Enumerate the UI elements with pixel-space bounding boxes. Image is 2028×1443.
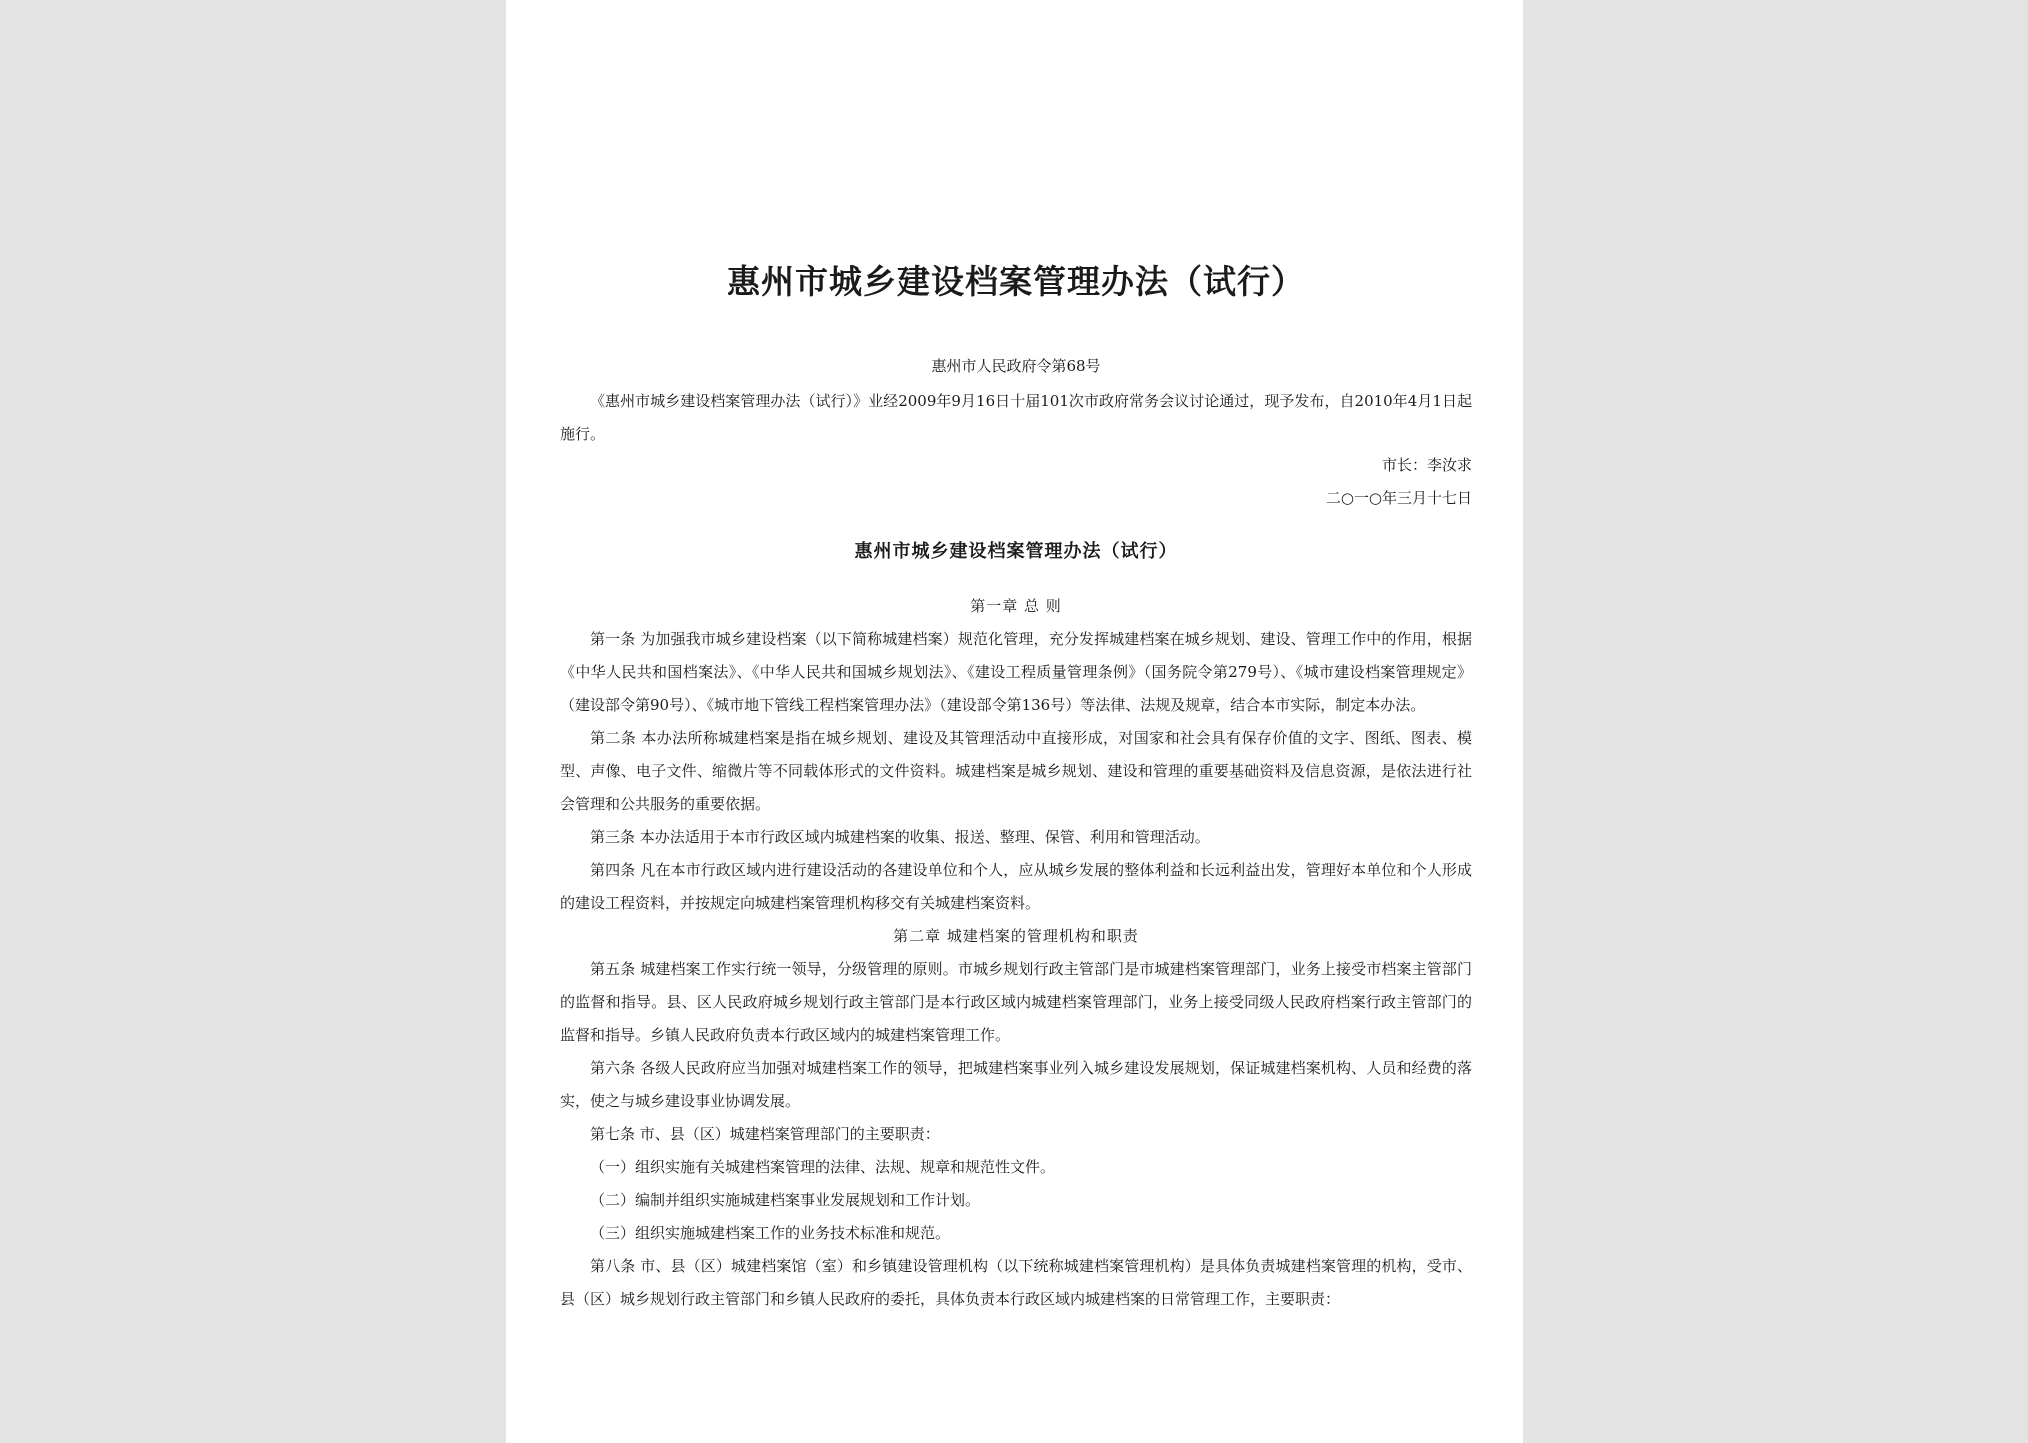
list-item: （二）编制并组织实施城建档案事业发展规划和工作计划。 — [590, 1191, 981, 1209]
article-paragraph: 第四条 凡在本市行政区域内进行建设活动的各建设单位和个人，应从城乡发展的整体利益和长远利益出发，管理好本单位和个人形成的建设工程资料，并按规定向城建档案管理机构移交有关城建档案资料。 — [560, 861, 1472, 912]
document-page — [506, 0, 1523, 1443]
chapter-heading: 第一章 总 则 — [970, 597, 1062, 615]
article-paragraph: 第二条 本办法所称城建档案是指在城乡规划、建设及其管理活动中直接形成，对国家和社会具有保存价值的文字、图纸、图表、模型、声像、电子文件、缩微片等不同载体形式的文件资料。城建档案是城乡规划、建设和管理的重要基础资料及信息资源，是依法进行社会管理和公共服务的重要依据。 — [560, 729, 1472, 813]
list-item: （三）组织实施城建档案工作的业务技术标准和规范。 — [590, 1224, 951, 1242]
article-paragraph: 第一条 为加强我市城乡建设档案（以下简称城建档案）规范化管理，充分发挥城建档案在城乡规划、建设、管理工作中的作用，根据《中华人民共和国档案法》、《中华人民共和国城乡规划法》、《建设工程质量管理条例》（国务院令第279号）、《城市建设档案管理规定》（建设部令第90号）、《城市地下管线工程档案管理办法》（建设部令第136号）等法律、法规及规章，结合本市实际，制定本办法。 — [560, 630, 1472, 714]
article-paragraph: 第六条 各级人民政府应当加强对城建档案工作的领导，把城建档案事业列入城乡建设发展规划，保证城建档案机构、人员和经费的落实，使之与城乡建设事业协调发展。 — [560, 1059, 1472, 1110]
intro-paragraph: 《惠州市城乡建设档案管理办法（试行）》业经2009年9月16日十届101次市政府常务会议讨论通过，现予发布，自2010年4月1日起施行。 — [560, 392, 1472, 443]
article-paragraph: 第三条 本办法适用于本市行政区域内城建档案的收集、报送、整理、保管、利用和管理活动。 — [590, 828, 1210, 846]
document-subtitle: 惠州市城乡建设档案管理办法（试行） — [854, 541, 1178, 562]
article-paragraph: 第八条 市、县（区）城建档案馆（室）和乡镇建设管理机构（以下统称城建档案管理机构）是具体负责城建档案管理的机构，受市、县（区）城乡规划行政主管部门和乡镇人民政府的委托，具体负责本行政区域内城建档案的日常管理工作，主要职责： — [560, 1257, 1472, 1308]
order-number: 惠州市人民政府令第68号 — [931, 357, 1101, 375]
article-paragraph: 第七条 市、县（区）城建档案管理部门的主要职责： — [590, 1125, 940, 1143]
body-text — [560, 590, 1472, 1316]
chapter-heading: 第二章 城建档案的管理机构和职责 — [893, 927, 1139, 945]
signer: 市长：李汝求 — [1381, 456, 1472, 474]
sign-date: 二○一○年三月十七日 — [1325, 489, 1472, 507]
article-paragraph: 第五条 城建档案工作实行统一领导，分级管理的原则。市城乡规划行政主管部门是市城建档案管理部门，业务上接受市档案主管部门的监督和指导。县、区人民政府城乡规划行政主管部门是本行政区域内城建档案管理部门，业务上接受同级人民政府档案行政主管部门的监督和指导。乡镇人民政府负责本行政区域内的城建档案管理工作。 — [560, 960, 1472, 1044]
list-item: （一）组织实施有关城建档案管理的法律、法规、规章和规范性文件。 — [590, 1158, 1056, 1176]
document-title: 惠州市城乡建设档案管理办法（试行） — [727, 262, 1305, 301]
